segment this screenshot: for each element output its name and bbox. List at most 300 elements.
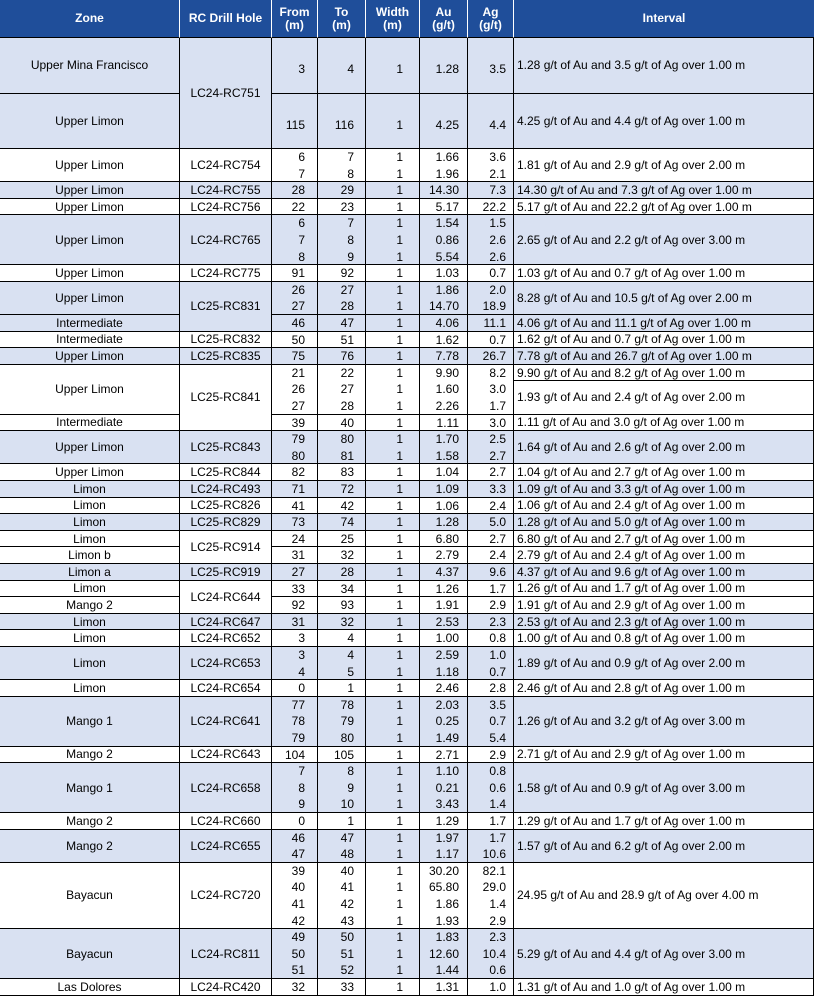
sample-value: 2.6 (489, 249, 506, 264)
width-cell (366, 863, 420, 929)
sample-value: 4.06 (435, 316, 459, 330)
width-cell (366, 531, 420, 548)
sample-value: 28 (340, 398, 354, 413)
sample-value: 1.06 (435, 498, 459, 513)
width-cell (366, 763, 420, 813)
from-cell (272, 597, 318, 614)
au-cell (420, 315, 468, 332)
to-cell (318, 348, 366, 365)
sample-value: 71 (291, 482, 305, 496)
sample-value: 82.1 (482, 863, 506, 878)
drill-hole-cell: LC24-RC655 (180, 830, 272, 863)
sample-value: 51 (340, 332, 354, 347)
drill-hole-cell: LC25-RC826 (180, 498, 272, 515)
au-cell (420, 647, 468, 680)
sample-value: 1 (396, 697, 403, 712)
sample-value: 4 (347, 62, 354, 77)
sample-value: 1 (396, 847, 403, 862)
au-cell (420, 94, 468, 150)
width-cell (366, 498, 420, 515)
sample-value: 74 (340, 515, 354, 530)
sample-value: 1.28 (435, 62, 459, 77)
zone-cell: Intermediate (0, 315, 180, 332)
sample-value: 3 (298, 631, 305, 646)
sample-value: 46 (291, 830, 305, 845)
sample-value: 1 (396, 863, 403, 878)
sample-value: 1.83 (435, 930, 459, 945)
width-cell (366, 929, 420, 979)
sample-value: 4 (347, 648, 354, 662)
sample-value: 1 (396, 913, 403, 928)
drill-hole-cell: LC24-RC658 (180, 763, 272, 813)
sample-value: 1 (396, 150, 403, 164)
drill-hole-cell: LC25-RC919 (180, 564, 272, 581)
to-cell (318, 315, 366, 332)
sample-value: 8 (347, 232, 354, 247)
sample-value: 50 (291, 946, 305, 961)
width-cell (366, 564, 420, 581)
sample-value: 1 (396, 814, 403, 828)
sample-value: 2.4 (489, 548, 506, 563)
sample-value: 51 (340, 946, 354, 961)
sample-value: 29.0 (482, 880, 506, 895)
sample-value: 43 (340, 913, 354, 928)
interval-cell: 1.28 g/t of Au and 3.5 g/t of Ag over 1.00 m (514, 38, 814, 94)
sample-value: 1 (396, 465, 403, 480)
sample-value: 42 (340, 498, 354, 513)
sample-value: 1.7 (489, 398, 506, 413)
zone-cell: Upper Limon (0, 282, 180, 315)
sample-value: 1 (396, 232, 403, 247)
sample-value: 1.29 (435, 814, 459, 828)
sample-value: 50 (340, 930, 354, 945)
to-cell (318, 182, 366, 199)
sample-value: 27 (340, 282, 354, 297)
sample-value: 1 (396, 730, 403, 745)
from-cell (272, 94, 318, 150)
sample-value: 29 (340, 183, 354, 198)
sample-value: 33 (291, 581, 305, 596)
zone-cell: Limon (0, 614, 180, 631)
sample-value: 5.0 (489, 515, 506, 530)
sample-value: 2.9 (489, 913, 506, 928)
sample-value: 0.7 (489, 332, 506, 347)
sample-value: 42 (291, 913, 305, 928)
to-cell (318, 630, 366, 647)
au-cell (420, 830, 468, 863)
ag-cell (468, 863, 514, 929)
to-cell (318, 763, 366, 813)
interval-cell: 1.57 g/t of Au and 6.2 g/t of Ag over 2.00 m (514, 830, 814, 863)
sample-value: 93 (340, 598, 354, 613)
sample-value: 2.1 (489, 166, 506, 181)
interval-cell: 1.91 g/t of Au and 2.9 g/t of Ag over 1.00 m (514, 597, 814, 614)
zone-cell: Limon a (0, 564, 180, 581)
sample-value: 1.28 (435, 515, 459, 530)
sample-value: 1.4 (489, 896, 506, 911)
sample-value: 1 (396, 398, 403, 413)
au-cell (420, 149, 468, 182)
sample-value: 104 (284, 747, 305, 762)
sample-value: 80 (340, 432, 354, 447)
zone-cell: Limon b (0, 547, 180, 564)
sample-value: 92 (291, 598, 305, 613)
sample-value: 1 (396, 531, 403, 546)
sample-value: 23 (340, 199, 354, 214)
sample-value: 1 (396, 448, 403, 463)
from-cell (272, 38, 318, 94)
ag-cell (468, 647, 514, 680)
ag-cell (468, 597, 514, 614)
sample-value: 1 (396, 963, 403, 978)
to-cell (318, 498, 366, 515)
width-cell (366, 282, 420, 315)
sample-value: 78 (340, 697, 354, 712)
sample-value: 1 (396, 166, 403, 181)
from-cell (272, 514, 318, 531)
sample-value: 1 (396, 332, 403, 347)
sample-value: 0.25 (435, 714, 459, 729)
au-cell (420, 332, 468, 349)
sample-value: 2.53 (435, 614, 459, 629)
au-cell (420, 813, 468, 830)
sample-value: 1 (396, 316, 403, 330)
interval-cell: 7.78 g/t of Au and 26.7 g/t of Ag over 1.00 m (514, 348, 814, 365)
sample-value: 9.6 (489, 565, 506, 579)
sample-value: 1.70 (435, 432, 459, 447)
sample-value: 40 (340, 415, 354, 430)
zone-cell: Limon (0, 630, 180, 647)
to-cell (318, 597, 366, 614)
sample-value: 1.17 (435, 847, 459, 862)
sample-value: 14.30 (428, 183, 459, 198)
from-cell (272, 830, 318, 863)
drill-hole-cell: LC24-RC756 (180, 199, 272, 216)
sample-value: 27 (291, 299, 305, 314)
zone-cell: Limon (0, 581, 180, 598)
from-cell (272, 481, 318, 498)
from-cell (272, 979, 318, 996)
interval-cell: 1.03 g/t of Au and 0.7 g/t of Ag over 1.00 m (514, 265, 814, 282)
interval-cell: 5.29 g/t of Au and 4.4 g/t of Ag over 3.00 m (514, 929, 814, 979)
sample-value: 91 (291, 266, 305, 281)
interval-cell: 14.30 g/t of Au and 7.3 g/t of Ag over 1.00 m (514, 182, 814, 199)
ag-cell (468, 813, 514, 830)
width-cell (366, 265, 420, 282)
drill-hole-cell: LC24-RC647 (180, 614, 272, 631)
sample-value: 41 (291, 896, 305, 911)
drill-hole-cell: LC24-RC765 (180, 215, 272, 265)
from-cell (272, 149, 318, 182)
drill-hole-cell: LC24-RC755 (180, 182, 272, 199)
drill-hole-cell: LC24-RC420 (180, 979, 272, 996)
sample-value: 0 (298, 814, 305, 828)
sample-value: 39 (291, 415, 305, 430)
from-cell (272, 282, 318, 315)
to-cell (318, 431, 366, 464)
sample-value: 7.78 (435, 349, 459, 364)
sample-value: 0.8 (489, 631, 506, 646)
sample-value: 1 (396, 515, 403, 530)
zone-cell: Upper Limon (0, 265, 180, 282)
ag-cell (468, 481, 514, 498)
sample-value: 1.00 (435, 631, 459, 646)
sample-value: 0.86 (435, 232, 459, 247)
interval-cell: 1.89 g/t of Au and 0.9 g/t of Ag over 2.00 m (514, 647, 814, 680)
sample-value: 0.7 (489, 714, 506, 729)
zone-cell: Limon (0, 647, 180, 680)
sample-value: 1 (396, 299, 403, 314)
au-cell (420, 348, 468, 365)
from-cell (272, 747, 318, 764)
from-cell (272, 365, 318, 415)
au-cell (420, 564, 468, 581)
sample-value: 1.03 (435, 266, 459, 281)
sample-value: 1 (347, 814, 354, 828)
sample-value: 2.26 (435, 398, 459, 413)
sample-value: 6 (298, 216, 305, 231)
zone-cell: Upper Limon (0, 94, 180, 150)
from-cell (272, 863, 318, 929)
to-cell (318, 94, 366, 150)
sample-value: 1.7 (489, 830, 506, 845)
sample-value: 2.6 (489, 232, 506, 247)
interval-cell: 9.90 g/t of Au and 8.2 g/t of Ag over 1.00 m (514, 365, 814, 382)
sample-value: 26 (291, 282, 305, 297)
sample-value: 0.7 (489, 664, 506, 679)
width-cell (366, 348, 420, 365)
sample-value: 34 (340, 581, 354, 596)
zone-cell: Upper Limon (0, 431, 180, 464)
sample-value: 1.86 (435, 282, 459, 297)
au-cell (420, 464, 468, 481)
au-cell (420, 581, 468, 598)
sample-value: 25 (340, 531, 354, 546)
sample-value: 39 (291, 863, 305, 878)
from-cell (272, 332, 318, 349)
width-cell (366, 830, 420, 863)
from-cell (272, 431, 318, 464)
zone-cell: Upper Limon (0, 182, 180, 199)
zone-cell: Mango 2 (0, 597, 180, 614)
au-cell (420, 979, 468, 996)
drill-hole-cell: LC24-RC654 (180, 680, 272, 697)
zone-cell: Intermediate (0, 415, 180, 432)
au-cell (420, 763, 468, 813)
zone-cell: Mango 2 (0, 813, 180, 830)
ag-cell (468, 979, 514, 996)
sample-value: 47 (340, 830, 354, 845)
from-cell (272, 182, 318, 199)
sample-value: 80 (291, 448, 305, 463)
header-zone: Zone (0, 0, 180, 38)
sample-value: 7 (298, 764, 305, 779)
ag-cell (468, 431, 514, 464)
sample-value: 1 (396, 880, 403, 895)
sample-value: 1.31 (435, 980, 459, 994)
drill-hole-cell: LC24-RC811 (180, 929, 272, 979)
sample-value: 3.5 (489, 62, 506, 77)
sample-value: 7 (347, 150, 354, 164)
interval-cell: 1.64 g/t of Au and 2.6 g/t of Ag over 2.00 m (514, 431, 814, 464)
header-interval: Interval (514, 0, 814, 38)
sample-value: 1 (396, 764, 403, 779)
sample-value: 5.17 (435, 199, 459, 214)
from-cell (272, 680, 318, 697)
header-ag: Ag (g/t) (468, 0, 514, 38)
sample-value: 49 (291, 930, 305, 945)
sample-value: 2.7 (489, 465, 506, 480)
to-cell (318, 564, 366, 581)
drill-hole-cell: LC24-RC652 (180, 630, 272, 647)
zone-cell: Mango 2 (0, 830, 180, 863)
sample-value: 1.0 (489, 648, 506, 662)
sample-value: 3.43 (435, 797, 459, 812)
sample-value: 41 (340, 880, 354, 895)
interval-cell: 1.62 g/t of Au and 0.7 g/t of Ag over 1.00 m (514, 332, 814, 349)
au-cell (420, 597, 468, 614)
sample-value: 47 (291, 847, 305, 862)
au-cell (420, 265, 468, 282)
zone-cell: Limon (0, 531, 180, 548)
ag-cell (468, 415, 514, 432)
sample-value: 9 (347, 249, 354, 264)
au-cell (420, 531, 468, 548)
sample-value: 1 (396, 482, 403, 496)
sample-value: 1.86 (435, 896, 459, 911)
sample-value: 1 (396, 598, 403, 613)
width-cell (366, 597, 420, 614)
sample-value: 1 (396, 62, 403, 77)
sample-value: 3.3 (489, 482, 506, 496)
drill-hole-cell: LC25-RC835 (180, 348, 272, 365)
sample-value: 0 (298, 681, 305, 696)
sample-value: 8 (298, 780, 305, 795)
au-cell (420, 199, 468, 216)
au-cell (420, 498, 468, 515)
drill-hole-cell: LC25-RC829 (180, 514, 272, 531)
sample-value: 1 (396, 747, 403, 762)
interval-cell: 1.06 g/t of Au and 2.4 g/t of Ag over 1.00 m (514, 498, 814, 515)
sample-value: 27 (340, 382, 354, 397)
from-cell (272, 564, 318, 581)
to-cell (318, 415, 366, 432)
width-cell (366, 464, 420, 481)
width-cell (366, 431, 420, 464)
sample-value: 4 (347, 631, 354, 646)
sample-value: 2.7 (489, 448, 506, 463)
zone-cell: Bayacun (0, 929, 180, 979)
sample-value: 26.7 (482, 349, 506, 364)
sample-value: 115 (285, 117, 305, 132)
width-cell (366, 813, 420, 830)
zone-cell: Upper Limon (0, 365, 180, 415)
sample-value: 1.91 (435, 598, 459, 613)
interval-cell: 1.04 g/t of Au and 2.7 g/t of Ag over 1.00 m (514, 464, 814, 481)
ag-cell (468, 315, 514, 332)
sample-value: 1 (396, 498, 403, 513)
sample-value: 80 (340, 730, 354, 745)
ag-cell (468, 365, 514, 415)
width-cell (366, 697, 420, 747)
interval-cell: 2.46 g/t of Au and 2.8 g/t of Ag over 1.00 m (514, 680, 814, 697)
zone-cell: Intermediate (0, 332, 180, 349)
sample-value: 3 (298, 648, 305, 662)
to-cell (318, 514, 366, 531)
zone-cell: Upper Limon (0, 215, 180, 265)
sample-value: 79 (340, 714, 354, 729)
au-cell (420, 614, 468, 631)
sample-value: 1.04 (435, 465, 459, 480)
sample-value: 27 (291, 398, 305, 413)
to-cell (318, 614, 366, 631)
ag-cell (468, 38, 514, 94)
sample-value: 1 (396, 614, 403, 629)
sample-value: 2.0 (489, 282, 506, 297)
sample-value: 9.90 (435, 365, 459, 380)
au-cell (420, 680, 468, 697)
drill-hole-cell: LC25-RC841 (180, 365, 272, 431)
sample-value: 1.7 (489, 814, 506, 828)
sample-value: 1.26 (435, 581, 459, 596)
au-cell (420, 415, 468, 432)
ag-cell (468, 547, 514, 564)
sample-value: 1.44 (435, 963, 459, 978)
sample-value: 7 (298, 166, 305, 181)
from-cell (272, 581, 318, 598)
sample-value: 1 (396, 249, 403, 264)
interval-cell: 1.26 g/t of Au and 3.2 g/t of Ag over 3.00 m (514, 697, 814, 747)
width-cell (366, 215, 420, 265)
sample-value: 0.6 (489, 780, 506, 795)
sample-value: 26 (291, 382, 305, 397)
ag-cell (468, 348, 514, 365)
zone-cell: Mango 2 (0, 747, 180, 764)
sample-value: 1.62 (435, 332, 459, 347)
sample-value: 52 (340, 963, 354, 978)
sample-value: 50 (291, 332, 305, 347)
to-cell (318, 464, 366, 481)
sample-value: 51 (291, 963, 305, 978)
to-cell (318, 813, 366, 830)
to-cell (318, 979, 366, 996)
to-cell (318, 199, 366, 216)
sample-value: 1 (396, 930, 403, 945)
au-cell (420, 863, 468, 929)
sample-value: 2.8 (489, 681, 506, 696)
to-cell (318, 531, 366, 548)
interval-cell: 1.11 g/t of Au and 3.0 g/t of Ag over 1.00 m (514, 415, 814, 432)
drill-hole-cell: LC24-RC641 (180, 697, 272, 747)
interval-cell: 6.80 g/t of Au and 2.7 g/t of Ag over 1.00 m (514, 531, 814, 548)
sample-value: 1 (396, 565, 403, 579)
width-cell (366, 315, 420, 332)
width-cell (366, 199, 420, 216)
sample-value: 1 (396, 216, 403, 231)
to-cell (318, 697, 366, 747)
ag-cell (468, 531, 514, 548)
sample-value: 1 (396, 946, 403, 961)
ag-cell (468, 763, 514, 813)
sample-value: 1.97 (435, 830, 459, 845)
ag-cell (468, 332, 514, 349)
sample-value: 22 (340, 365, 354, 380)
width-cell (366, 581, 420, 598)
au-cell (420, 215, 468, 265)
sample-value: 3.5 (489, 697, 506, 712)
drill-hole-cell: LC24-RC644 (180, 581, 272, 614)
to-cell (318, 647, 366, 680)
